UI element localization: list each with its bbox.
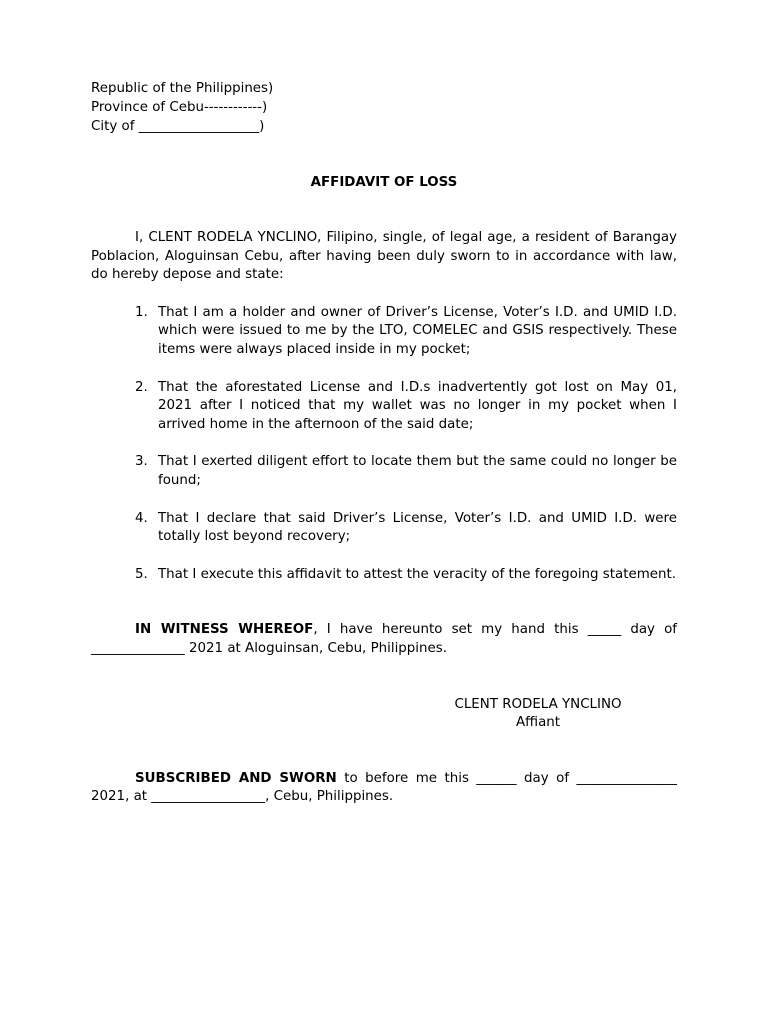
document-title: AFFIDAVIT OF LOSS <box>310 175 458 190</box>
statement-text: That I am a holder and owner of Driver’s License, Voter’s I.D. and UMID I.D. which were issued to me by the LTO, COMELEC and GSIS respectively. These items were always placed inside in my pocket; <box>158 304 677 357</box>
witness-text: , I have hereunto set my hand this _____ day of ______________ 2021 at Aloguinsan, Cebu, Philippines. <box>91 622 678 656</box>
statement-number: 1. <box>135 304 148 320</box>
statement-item <box>91 304 677 360</box>
venue-line-city: City of __________________) <box>91 119 265 134</box>
jurat-text: to before me this ______ day of _______________ 2021, at _________________, Cebu, Philippines. <box>91 770 677 805</box>
statement-number: 2. <box>135 379 148 395</box>
jurat-lead: SUBSCRIBED AND SWORN <box>135 770 337 786</box>
venue-header <box>91 79 677 136</box>
signature-block <box>444 696 632 733</box>
statement-item <box>91 453 677 490</box>
venue-line-province: Province of Cebu------------) <box>91 100 268 115</box>
statement-item <box>91 510 677 547</box>
statement-text: That I execute this affidavit to attest the veracity of the foregoing statement. <box>158 566 676 582</box>
jurat-paragraph <box>91 770 677 807</box>
witness-paragraph <box>91 621 677 658</box>
affiant-name: CLENT RODELA YNCLINO <box>454 696 622 712</box>
intro-paragraph: I, CLENT RODELA YNCLINO, Filipino, single, of legal age, a resident of Barangay Poblacion, Aloguinsan Cebu, after having been duly sworn to in accordance with law, do hereby depose and state: <box>91 230 677 283</box>
witness-lead: IN WITNESS WHEREOF <box>135 622 314 638</box>
statement-item <box>91 379 677 435</box>
statement-text: That I declare that said Driver’s License, Voter’s I.D. and UMID I.D. were totally lost beyond recovery; <box>158 510 677 545</box>
statement-text: That the aforestated License and I.D.s inadvertently got lost on May 01, 2021 after I noticed that my wallet was no longer in my pocket when I arrived home in the afternoon of the said date; <box>158 379 677 432</box>
statement-item <box>91 566 677 585</box>
statement-number: 3. <box>135 454 148 470</box>
statement-number: 4. <box>135 510 148 526</box>
affiant-label: Affiant <box>515 715 561 731</box>
statement-list <box>91 304 677 585</box>
statement-number: 5. <box>135 566 148 582</box>
affidavit-document <box>91 79 677 807</box>
statement-text: That I exerted diligent effort to locate them but the same could no longer be found; <box>158 454 677 488</box>
venue-line-republic: Republic of the Philippines) <box>91 81 274 96</box>
